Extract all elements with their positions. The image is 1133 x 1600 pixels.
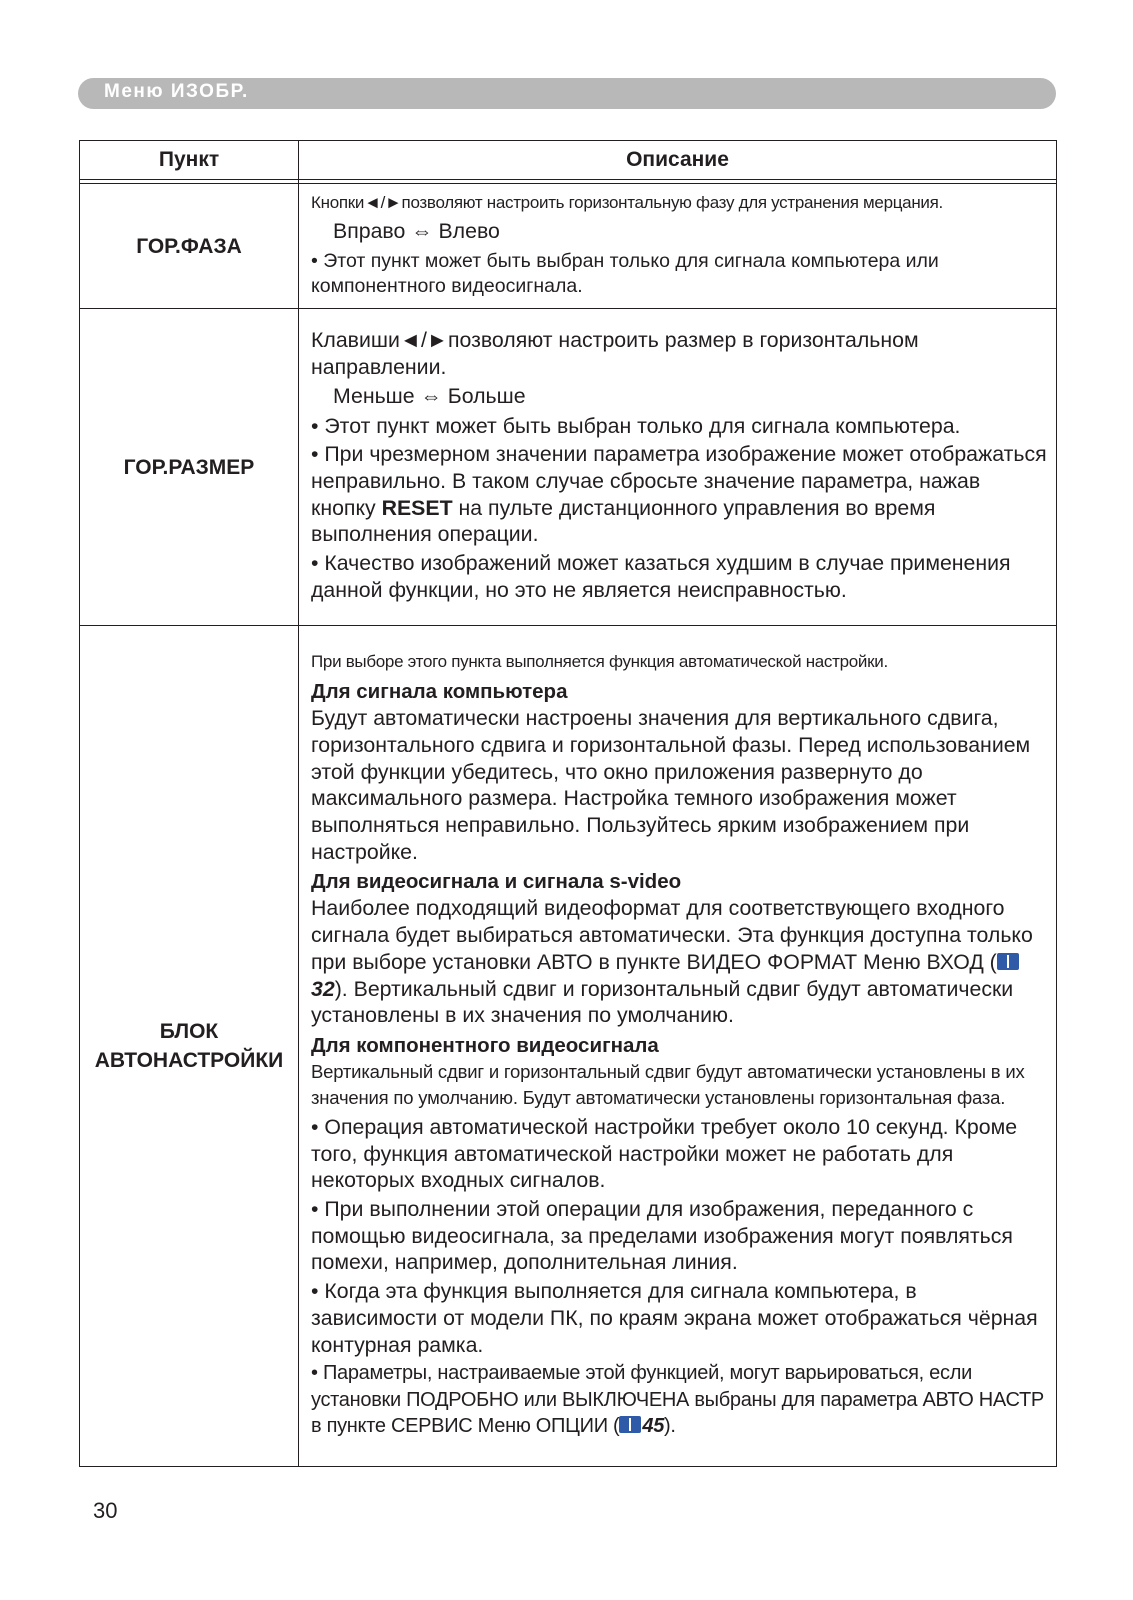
- description-intro: Клавиши◄/►позволяют настроить размер в горизонтальном направлении.: [311, 328, 919, 380]
- column-header-item: Пункт: [80, 141, 299, 180]
- description-bullet: • При выполнении этой операции для изображения, переданного с помощью видеосигнала, за пределами изображения могут появляться помехи, например, дополнительная линия.: [311, 1197, 1013, 1275]
- paragraph-computer: Будут автоматически настроены значения для вертикального сдвига, горизонтального сдвига и горизонтальной фазы. Перед использованием этой функции убедитесь, что окно приложения развернуто до максимального размера. Настройка темного изображения может выполняться неправильно. Пользуйтесь ярким изображением при настройке.: [311, 706, 1031, 864]
- subheading-computer: Для сигнала компьютера: [311, 680, 568, 704]
- table-header-row: [80, 141, 1057, 180]
- book-icon: [619, 1416, 641, 1433]
- description-intro: Кнопки◄/►позволяют настроить горизонтальную фазу для устранения мерцания.: [311, 193, 943, 213]
- description-intro: При выборе этого пункта выполняется функция автоматической настройки.: [311, 652, 888, 672]
- page-reference[interactable]: 45: [642, 1415, 665, 1438]
- item-description: [299, 626, 1057, 1467]
- table-row: [80, 184, 1057, 309]
- table-row: [80, 626, 1057, 1467]
- subheading-video: Для видеосигнала и сигнала s-video: [311, 870, 682, 894]
- paragraph-video: Наиболее подходящий видеоформат для соответствующего входного сигнала будет выбираться автоматически. Эта функция доступна только при выборе установки АВТО в пункте ВИДЕО ФОРМАТ Меню ВХОД (32). Вертикальный сдвиг и горизонтальный сдвиг будут автоматически установлены в их значения по умолчанию.: [311, 896, 1033, 1028]
- subheading-component: Для компонентного видеосигнала: [311, 1033, 659, 1057]
- paragraph-component: Вертикальный сдвиг и горизонтальный сдвиг будут автоматически установлены в их значения по умолчанию. Будут автоматически установлены горизонтальная фаза.: [311, 1060, 1025, 1109]
- description-bullet: • Качество изображений может казаться худшим в случае применения данной функции, но это не является неисправностью.: [311, 551, 1011, 602]
- book-icon: [997, 953, 1019, 970]
- reset-key-label: RESET: [381, 495, 453, 520]
- section-title: Меню ИЗОБР.: [104, 81, 249, 102]
- description-bullet: • При чрезмерном значении параметра изображение может отображаться неправильно. В таком случае сбросьте значение параметра, нажав кнопку RESET на пульте дистанционного управления во время выполнения операции.: [311, 442, 1047, 547]
- item-name: БЛОК АВТОНАСТРОЙКИ: [80, 626, 299, 1467]
- description-note: • Этот пункт может быть выбран только для сигнала компьютера или компонентного видеосигнала.: [311, 249, 939, 297]
- column-header-description: Описание: [299, 141, 1057, 180]
- description-bullet: • Когда эта функция выполняется для сигнала компьютера, в зависимости от модели ПК, по краям экрана может отображаться чёрная контурная рамка.: [311, 1279, 1038, 1357]
- item-description: [299, 309, 1057, 626]
- page-number: 30: [93, 1498, 118, 1523]
- page-reference[interactable]: 32: [311, 976, 335, 1001]
- item-name: ГОР.РАЗМЕР: [80, 309, 299, 626]
- section-header-bar: [78, 78, 1056, 109]
- adjust-direction: Меньше ⇔ Больше: [333, 383, 526, 408]
- table-row: [80, 309, 1057, 626]
- description-bullet: • Параметры, настраиваемые этой функцией, могут варьироваться, если установки ПОДРОБНО или ВЫКЛЮЧЕНА выбраны для параметра АВТО НАСТР в пункте СЕРВИС Меню ОПЦИИ ( 45).: [311, 1362, 1044, 1438]
- item-description: [299, 184, 1057, 309]
- description-bullet: • Этот пункт может быть выбран только для сигнала компьютера.: [311, 413, 961, 438]
- menu-table: [79, 140, 1057, 1467]
- item-name: ГОР.ФАЗА: [80, 184, 299, 309]
- description-bullet: • Операция автоматической настройки требует около 10 секунд. Кроме того, функция автоматической настройки может не работать для некоторых входных сигналов.: [311, 1114, 1018, 1193]
- adjust-direction: Вправо ⇔ Влево: [333, 219, 500, 244]
